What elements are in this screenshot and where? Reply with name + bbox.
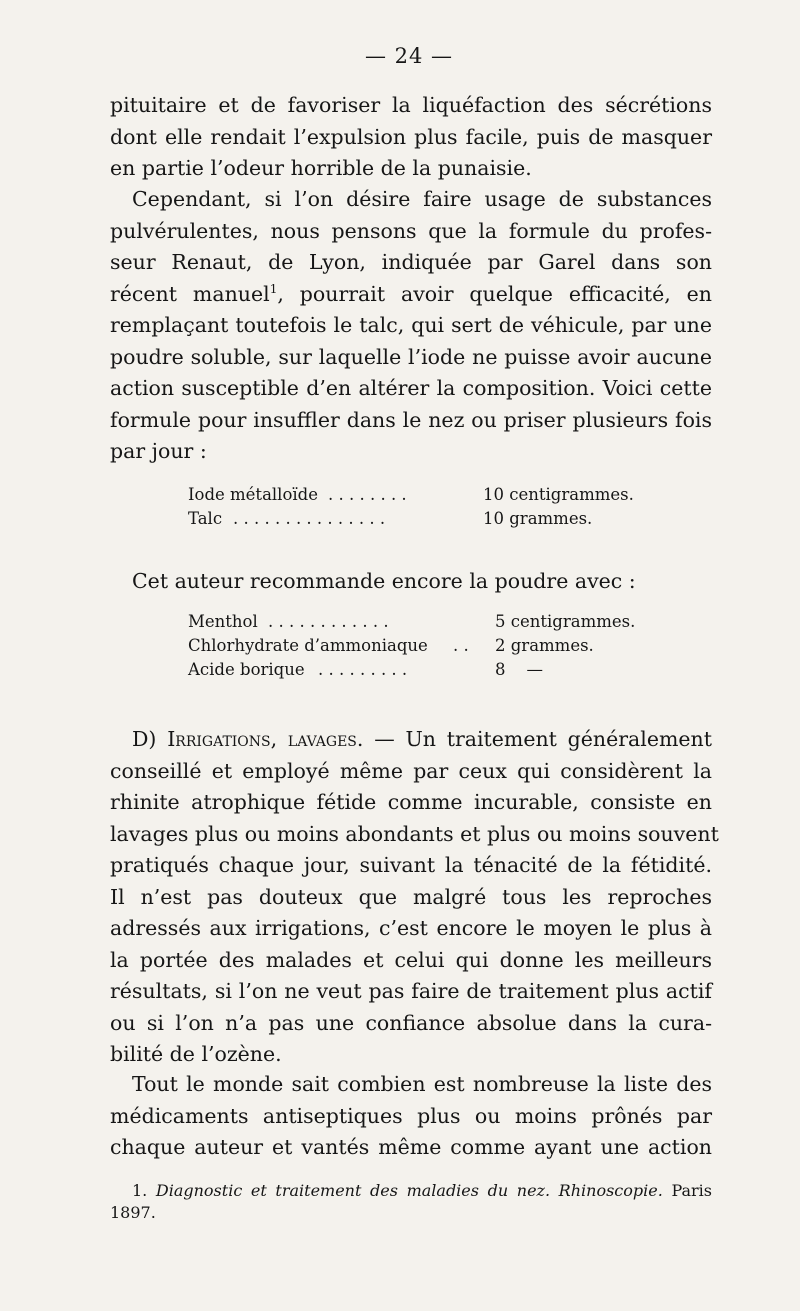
formula-row (188, 658, 635, 682)
formula-item: Talc (188, 509, 223, 528)
formula-1 (188, 483, 634, 531)
text-line: pulvérulentes, nous pensons que la formule du profes- (110, 218, 712, 243)
text-fragment: , pourrait avoir quelque efficacité, en (277, 281, 712, 306)
text-line: Cet auteur recommande encore la poudre avec : (132, 569, 636, 593)
text-line: pituitaire et de favoriser la liquéfaction des sécrétions (110, 93, 712, 117)
paragraph-4 (110, 724, 719, 1071)
text-line: résultats, si l’on ne veut pas faire de traitement plus actif (110, 979, 712, 1003)
footnote-city: Paris (671, 1181, 712, 1200)
text-line: formule pour insuffler dans le nez ou priser plusieurs fois (110, 407, 712, 432)
text-line: adressés aux irrigations, c’est encore le moyen le plus à (110, 916, 712, 940)
paragraph-5 (110, 1069, 712, 1164)
footnote-year: 1897. (110, 1203, 156, 1222)
footnote-marker: 1 (269, 281, 278, 296)
formula-dots: . . . . . . . . . (318, 660, 408, 679)
text-line: Cependant, si l’on désire faire usage de substances (132, 187, 712, 211)
section-heading: Irrigations, lavages. (167, 727, 364, 751)
formula-item: Chlorhydrate d’ammoniaque (188, 636, 428, 655)
formula-2 (188, 610, 635, 682)
text-line: action susceptible d’en altérer la composition. Voici cette (110, 376, 712, 400)
text-line: par jour : (110, 439, 207, 463)
text-line: Tout le monde sait combien est nombreuse la liste des (132, 1072, 712, 1096)
formula-dots: . . (453, 636, 469, 655)
page-number: — 24 — (364, 44, 454, 68)
formula-value: 2 grammes. (495, 636, 594, 655)
formula-row (188, 610, 635, 634)
text-line: en partie l’odeur horrible de la punaisie. (110, 156, 532, 180)
footnote-title: Diagnostic et traitement des maladies du nez. Rhinoscopie. (155, 1181, 663, 1200)
text-fragment: — Un traitement généralement (374, 727, 712, 751)
text-line: médicaments antiseptiques plus ou moins prônés par (110, 1103, 712, 1128)
formula-value: 8 — (495, 660, 543, 679)
formula-row (188, 507, 634, 531)
formula-row (188, 634, 635, 658)
text-line: remplaçant toutefois le talc, qui sert de véhicule, par une (110, 313, 712, 337)
formula-value: 10 centigrammes. (483, 485, 634, 504)
text-line (110, 279, 712, 311)
text-line: pratiqués chaque jour, suivant la ténacité de la fétidité. (110, 853, 712, 877)
footnote (110, 1180, 712, 1224)
formula-dots: . . . . . . . . . . . . (268, 612, 389, 631)
text-line: bilité de l’ozène. (110, 1042, 282, 1066)
formula-item: Acide borique (188, 660, 305, 679)
text-line (110, 724, 712, 756)
text-line: dont elle rendait l’expulsion plus facile, puis de masquer (110, 124, 712, 149)
text-line: poudre soluble, sur laquelle l’iode ne puisse avoir aucune (110, 344, 712, 369)
formula-row (188, 483, 634, 507)
formula-value: 10 grammes. (483, 509, 593, 528)
text-line: rhinite atrophique fétide comme incurable, consiste en (110, 790, 712, 814)
text-line: la portée des malades et celui qui donne les meilleurs (110, 947, 712, 972)
footnote-line (110, 1180, 712, 1202)
footnote-number: 1. (132, 1181, 148, 1200)
section-label: D) (132, 727, 168, 751)
formula-value: 5 centigrammes. (495, 612, 636, 631)
formula-item: Menthol (188, 612, 258, 631)
text-fragment: récent manuel (110, 281, 270, 306)
text-line: Il n’est pas douteux que malgré tous les reproches (110, 884, 712, 909)
paragraph-2 (110, 184, 712, 468)
text-line: seur Renaut, de Lyon, indiquée par Garel dans son (110, 250, 712, 274)
text-line: lavages plus ou moins abondants et plus ou moins souvent (110, 821, 719, 846)
text-line: ou si l’on n’a pas une confiance absolue dans la cura- (110, 1010, 712, 1035)
formula-dots: . . . . . . . . . . . . . . . (233, 509, 386, 528)
text-line: conseillé et employé même par ceux qui considèrent la (110, 758, 712, 783)
paragraph-1 (110, 90, 712, 185)
paragraph-3 (110, 566, 712, 598)
text-line: chaque auteur et vantés même comme ayant une action (110, 1135, 712, 1159)
formula-item: Iode métalloïde (188, 485, 318, 504)
formula-dots: . . . . . . . . (328, 485, 407, 504)
